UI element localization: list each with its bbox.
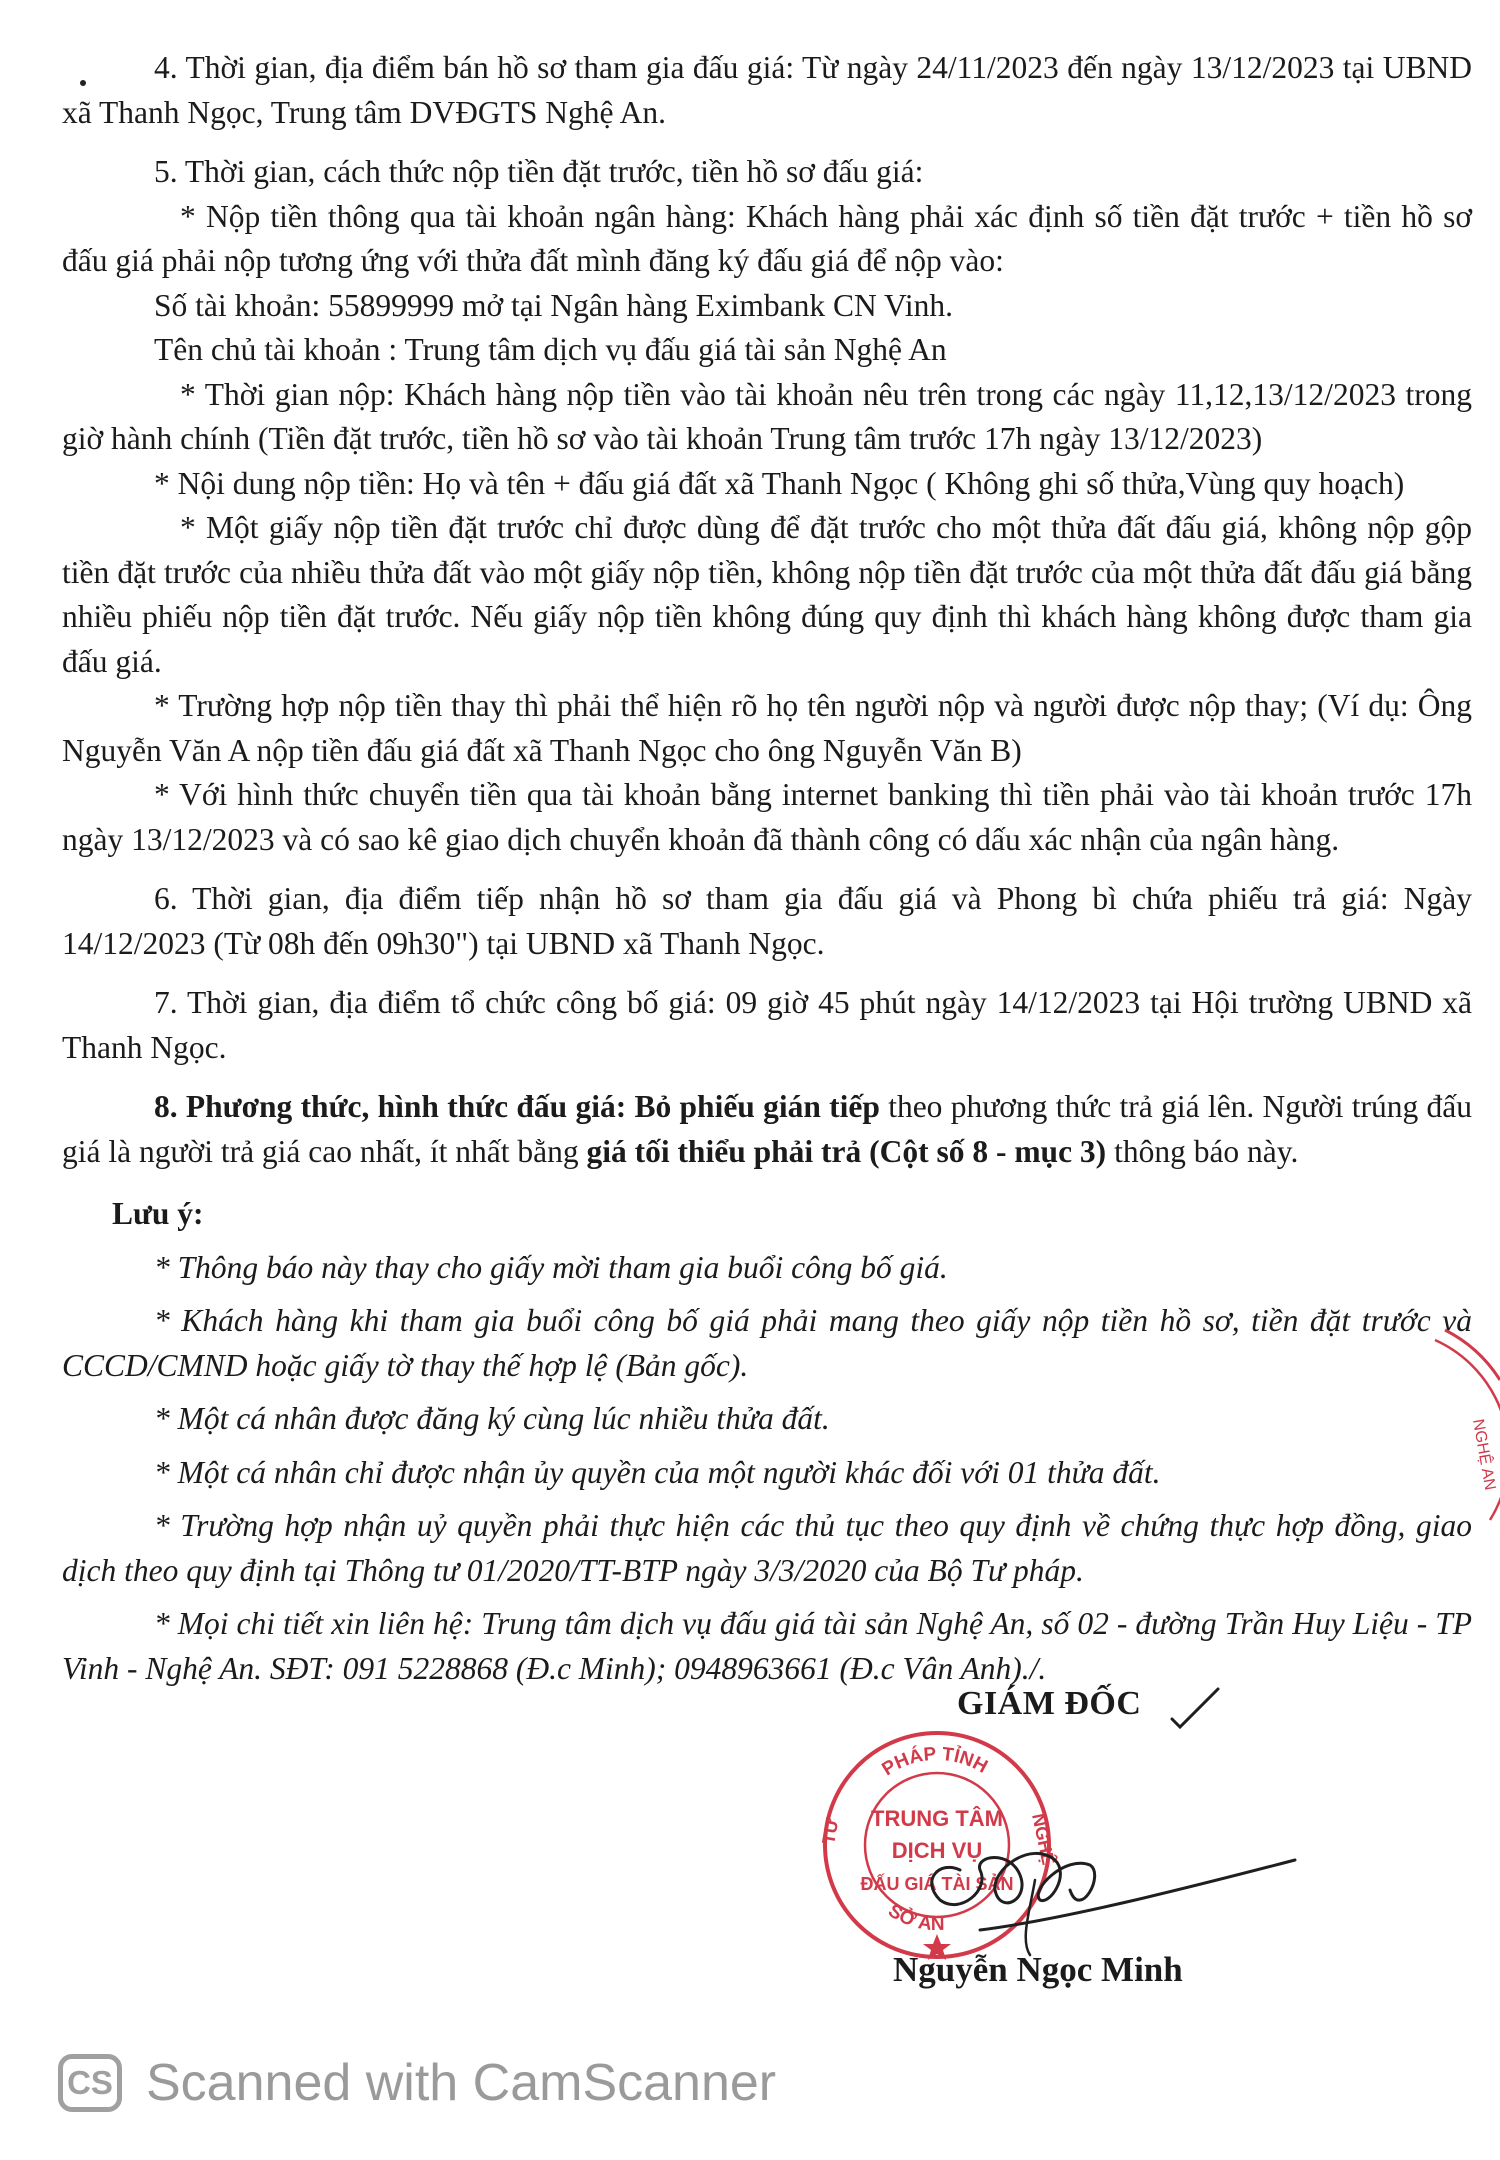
stamp-arc-top: PHÁP TỈNH: [878, 1743, 991, 1781]
notes-heading: Lưu ý:: [112, 1196, 204, 1231]
item-7-paragraph: 7. Thời gian, địa điểm tổ chức công bố giá: 09 giờ 45 phút ngày 14/12/2023 tại Hội trường UBND xã Thanh Ngọc.: [62, 985, 1472, 1065]
handwritten-signature: [880, 1820, 1300, 1960]
internet-banking-paragraph: * Với hình thức chuyển tiền qua tài khoản bằng internet banking thì tiền phải vào tài khoản trước 17h ngày 13/12/2023 và có sao kê giao dịch chuyển khoản đã thành công có dấu xác nhận của ngân hàng.: [62, 777, 1472, 857]
note-item: * Thông báo này thay cho giấy mời tham gia buổi công bố giá.: [154, 1249, 948, 1285]
item-5-bank-paragraph: * Nộp tiền thông qua tài khoản ngân hàng: Khách hàng phải xác định số tiền đặt trước + tiền hồ sơ đấu giá phải nộp tương ứng với thửa đất mình đăng ký đấu giá để nộp vào:: [62, 198, 1472, 278]
stamp-line-2: DỊCH VỤ: [891, 1838, 983, 1863]
stamp-arc-left: TƯ: [818, 1816, 843, 1846]
stamp-line-3: ĐẤU GIÁ TÀI SẢN: [860, 1874, 1014, 1894]
account-owner-line: Tên chủ tài khoản : Trung tâm dịch vụ đấu giá tài sản Nghệ An: [154, 332, 947, 367]
payment-time-paragraph: * Thời gian nộp: Khách hàng nộp tiền vào tài khoản nêu trên trong các ngày 11,12,13/12/2023 trong giờ hành chính (Tiền đặt trước, tiền hồ sơ vào tài khoản Trung tâm trước 17h ngày 13/12/2023): [62, 376, 1472, 456]
item-8-paragraph: [62, 1085, 1472, 1174]
item-5-heading: 5. Thời gian, cách thức nộp tiền đặt trước, tiền hồ sơ đấu giá:: [154, 154, 924, 189]
item-8-bold-price: giá tối thiểu phải trả (Cột số 8 - mục 3): [586, 1133, 1107, 1169]
watermark-text: Scanned with CamScanner: [146, 2054, 777, 2112]
signature-title: GIÁM ĐỐC: [957, 1685, 1142, 1722]
stamp-line-1: TRUNG TÂM: [871, 1806, 1003, 1831]
edge-stamp: [1405, 1320, 1500, 1580]
item-8-text: theo phương thức trả giá lên. Người trúng đấu giá là người trả giá cao nhất, ít nhất bằng: [62, 1089, 1472, 1169]
note-item: * Khách hàng khi tham gia buổi công bố giá phải mang theo giấy nộp tiền hồ sơ, tiền đặt trước và CCCD/CMND hoặc giấy tờ thay thế hợp lệ (Bản gốc).: [62, 1303, 1472, 1383]
camscanner-watermark: [58, 2048, 776, 2118]
note-item: * Mọi chi tiết xin liên hệ: Trung tâm dịch vụ đấu giá tài sản Nghệ An, số 02 - đường Trần Huy Liệu - TP Vinh - Nghệ An. SĐT: 091 5228868 (Đ.c Minh); 0948963661 (Đ.c Vân Anh)./.: [62, 1606, 1472, 1686]
check-mark-icon: [1170, 1683, 1230, 1733]
svg-text:PHÁP TỈNH: [879, 1744, 991, 1780]
document-body: [62, 46, 1472, 1691]
note-item: * Trường hợp nhận uỷ quyền phải thực hiện các thủ tục theo quy định về chứng thực hợp đồng, giao dịch theo quy định tại Thông tư 01/2020/TT-BTP ngày 3/3/2020 của Bộ Tư pháp.: [62, 1508, 1472, 1588]
stamp-arc-bottom: SỞ AN: [884, 1900, 945, 1936]
item-8-bold-lead: 8. Phương thức, hình thức đấu giá: Bỏ phiếu gián tiếp: [154, 1089, 880, 1124]
bank-account-line: Số tài khoản: 55899999 mở tại Ngân hàng Eximbank CN Vinh.: [154, 287, 953, 323]
item-4-paragraph: 4. Thời gian, địa điểm bán hồ sơ tham gia đấu giá: Từ ngày 24/11/2023 đến ngày 13/12/2023 tại UBND xã Thanh Ngọc, Trung tâm DVĐGTS Nghệ An.: [62, 50, 1472, 130]
note-item: * Một cá nhân được đăng ký cùng lúc nhiều thửa đất.: [154, 1401, 830, 1436]
stamp-arc-right: NGHỆ: [1028, 1811, 1059, 1867]
note-item: * Một cá nhân chỉ được nhận ủy quyền của một người khác đối với 01 thửa đất.: [154, 1454, 1161, 1490]
notes-list: [62, 1246, 1472, 1692]
proxy-payment-paragraph: * Trường hợp nộp tiền thay thì phải thể hiện rõ họ tên người nộp và người được nộp thay; (Ví dụ: Ông Nguyễn Văn A nộp tiền đấu giá đất xã Thanh Ngọc cho ông Nguyễn Văn B): [62, 688, 1472, 768]
signer-name: Nguyễn Ngọc Minh: [893, 1950, 1183, 1989]
item-8-text-end: thông báo này.: [1106, 1133, 1299, 1169]
deposit-rule-paragraph: * Một giấy nộp tiền đặt trước chỉ được dùng để đặt trước cho một thửa đất đấu giá, không nộp gộp tiền đặt trước của nhiều thửa đất vào một giấy nộp tiền, không nộp tiền đặt trước của một thửa đất đấu giá bằng nhiều phiếu nộp tiền đặt trước. Nếu giấy nộp tiền không đúng quy định thì khách hàng không được tham gia đấu giá.: [62, 510, 1472, 679]
payment-content-line: * Nội dung nộp tiền: Họ và tên + đấu giá đất xã Thanh Ngọc ( Không ghi số thửa,Vùng quy hoạch): [154, 465, 1405, 501]
camscanner-logo-icon: CS: [58, 2054, 122, 2112]
item-6-paragraph: 6. Thời gian, địa điểm tiếp nhận hồ sơ tham gia đấu giá và Phong bì chứa phiếu trả giá: Ngày 14/12/2023 (Từ 08h đến 09h30") tại UBND xã Thanh Ngọc.: [62, 881, 1472, 961]
edge-stamp-text: NGHỆ AN: [1469, 1417, 1499, 1492]
